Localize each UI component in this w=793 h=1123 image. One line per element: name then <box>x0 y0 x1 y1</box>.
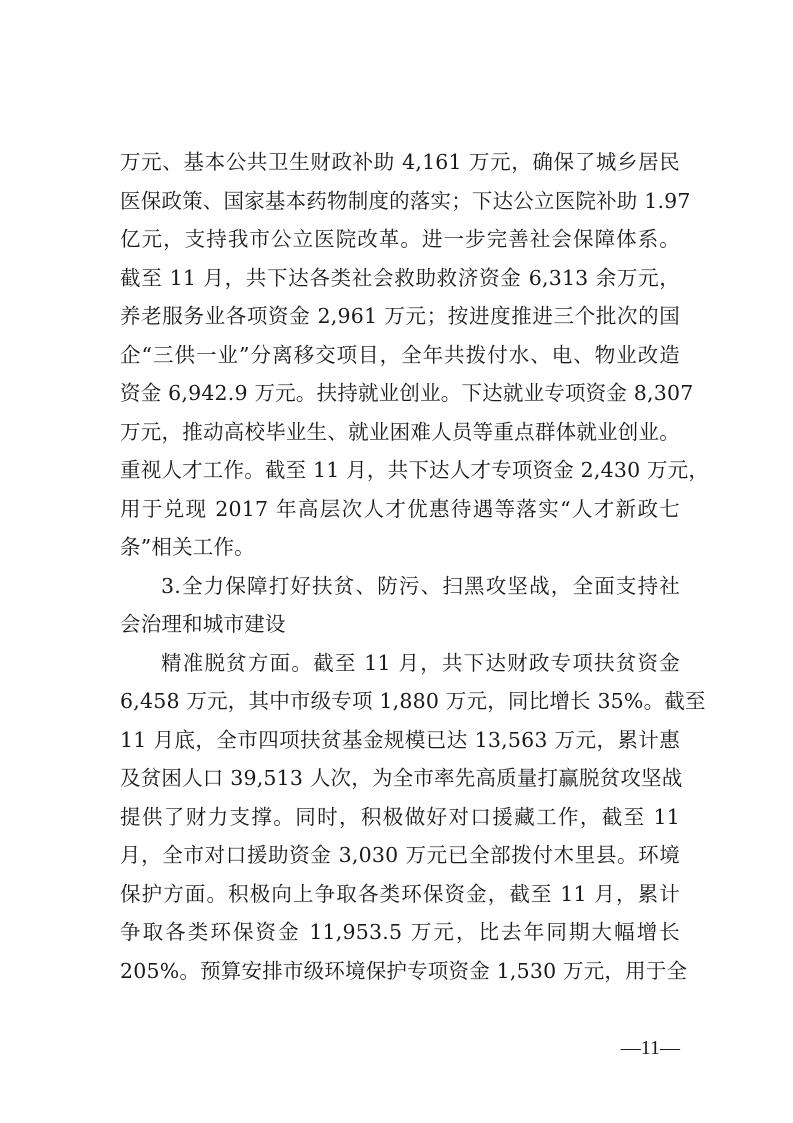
text-line: 万元，推动高校毕业生、就业困难人员等重点群体就业创业。 <box>120 419 680 444</box>
text-line: 截至 11 月，共下达各类社会救助救济资金 6,313 余万元， <box>120 265 680 290</box>
text-line: 6,458 万元，其中市级专项 1,880 万元，同比增长 35%。截至 <box>120 689 706 713</box>
text-line: 及贫困人口 39,513 人次，为全市率先高质量打赢脱贫攻坚战 <box>120 766 683 790</box>
text-line: 11 月底，全市四项扶贫基金规模已达 13,563 万元，累计惠 <box>120 727 680 752</box>
section-heading-line: 会治理和城市建设 <box>120 612 286 636</box>
text-line: 提供了财力支撑。同时，积极做好对口援藏工作，截至 11 <box>120 804 680 829</box>
text-line: 亿元，支持我市公立医院改革。进一步完善社会保障体系。 <box>120 227 680 251</box>
text-line: 205%。预算安排市级环境保护专项资金 1,530 万元，用于全 <box>120 958 688 983</box>
text-line: 保护方面。积极向上争取各类环保资金，截至 11 月，累计 <box>120 881 680 906</box>
text-line: 月，全市对口援助资金 3,030 万元已全部拨付木里县。环境 <box>120 843 680 867</box>
text-line: 精准脱贫方面。截至 11 月，共下达财政专项扶贫资金 <box>161 650 680 675</box>
text-line: 条”相关工作。 <box>120 535 255 559</box>
page-number: —11— <box>620 1037 680 1059</box>
text-line: 医保政策、国家基本药物制度的落实；下达公立医院补助 1.97 <box>120 188 691 213</box>
text-line: 重视人才工作。截至 11 月，共下达人才专项资金 2,430 万元， <box>120 458 710 482</box>
text-line: 养老服务业各项资金 2,961 万元；按进度推进三个批次的国 <box>120 304 680 328</box>
text-line: 企“三供一业”分离移交项目，全年共拨付水、电、物业改造 <box>120 342 680 367</box>
text-line: 争取各类环保资金 11,953.5 万元，比去年同期大幅增长 <box>120 920 680 944</box>
text-line: 万元、基本公共卫生财政补助 4,161 万元，确保了城乡居民 <box>120 150 680 174</box>
text-line: 资金 6,942.9 万元。扶持就业创业。下达就业专项资金 8,307 <box>120 381 694 405</box>
text-line: 用于兑现 2017 年高层次人才优惠待遇等落实“人才新政七 <box>120 496 680 521</box>
body-text <box>120 143 710 990</box>
section-heading-line: 3.全力保障打好扶贫、防污、扫黑攻坚战，全面支持社 <box>161 573 680 598</box>
